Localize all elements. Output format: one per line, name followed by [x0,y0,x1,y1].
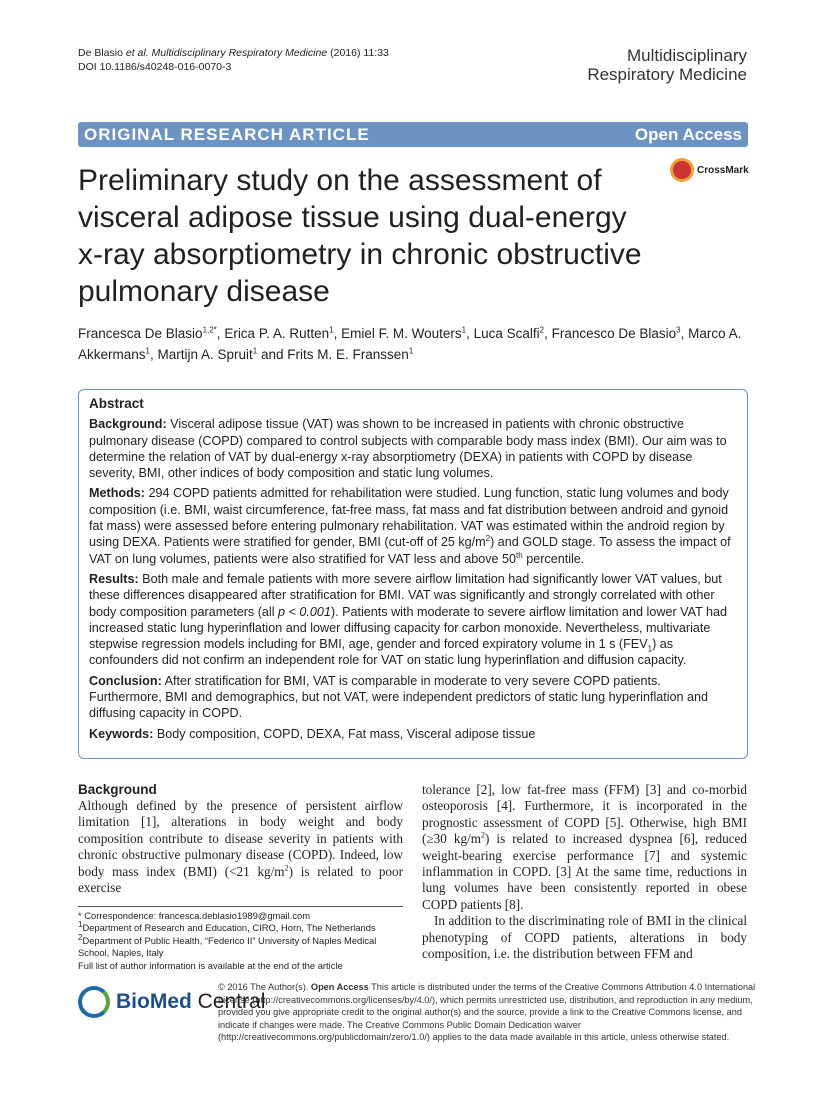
label: Results: [89,571,139,586]
author[interactable] [341,326,466,341]
separator: , [544,326,552,341]
paragraph [78,798,403,896]
author-name: Frits M. E. Franssen [287,347,409,362]
open-access-label: Open Access [634,124,742,144]
author[interactable] [224,326,333,341]
doi[interactable]: DOI 10.1186/s40248-016-0070-3 [78,61,232,73]
author-name: Francesco De Blasio [551,326,677,341]
text: tolerance [2], low fat-free mass (FFM) [3] and co-morbid osteoporosis [4]. Furthermore, it is incorporated in the prognostic assessment of COPD [5]. Otherwise, high BMI (≥30 kg/m [422,782,747,847]
text: Both male and female patients with more severe airflow limitation had significantly lower VAT values, but these differences disappeared after stratification for BMI. VAT was significantly and strongly correlated with other body composition parameters (all [89,571,722,619]
running-head-authors: De Blasio [78,47,126,59]
body-right-column [422,782,747,962]
author-name: Emiel F. M. Wouters [341,326,462,341]
label: Methods: [89,486,145,501]
superscript: 2 [78,932,83,942]
separator: , [216,326,225,341]
paragraph [422,782,747,913]
body-left-column [78,782,403,896]
crossmark-icon [670,158,694,182]
abstract-background [89,416,737,481]
text: This article is distributed under the terms of the Creative Commons Attribution 4.0 International License (http://creativecommons.org/licenses/by/4.0/), which permits unrestricted use, distribution, and reproduction in any medium, provided you give appropriate credit to the original author(s) and the source, provide a link to the Creative Commons license, and indicate if changes were made. The Creative Commons Public Domain Dedication waiver (http://creativecommons.org/publicdomain/zero/1.0/) applies to the data made available in this article, unless otherwise stated. [218,982,756,1042]
author-name: Luca Scalfi [473,326,540,341]
running-head [78,46,389,74]
text: percentile. [522,551,585,566]
author-name: Martijn A. Spruit [157,347,253,362]
affiliation-1 [78,922,403,934]
author[interactable] [78,326,217,341]
text: ) is related to increased dyspnea [6], reduced weight-bearing exercise performance [7] and systemic inflammation in COPD. [3] At the same time, reductions in lung volumes have been consistently reported in obese COPD patients [8]. [422,831,747,912]
journal-logo [587,46,747,84]
affiliation-marker: 1 [408,346,414,356]
author[interactable] [158,347,258,362]
text: ) as confounders did not confirm an independent role for VAT on static lung hyperinflation and diffusion capacity. [89,637,687,668]
affiliation-marker: 1 [252,346,258,356]
abstract-results [89,571,737,669]
text: Department of Research and Education, CIRO, Horn, The Netherlands [82,922,376,934]
separator: , [149,347,158,362]
crossmark-label: CrossMark [697,164,749,176]
text: © 2016 The Author(s). [218,982,311,992]
text: ) and GOLD stage. To assess the impact of VAT on lung volumes, patients were also stratified for VAT less and above 50 [89,535,731,566]
separator: and [257,347,288,362]
text: ) is related to poor exercise [78,863,403,896]
p-value: p < 0.001 [278,604,331,619]
abstract-box [78,389,748,759]
article-type-banner [78,122,748,147]
running-head-journal: et al. Multidisciplinary Respiratory Medicine [125,47,331,59]
logo-bold: BioMed [116,990,192,1013]
author[interactable] [287,347,413,362]
label: Background: [89,417,167,432]
journal-name-line2: Respiratory Medicine [587,65,747,84]
label: Keywords: [89,726,154,741]
logo-rest: Central [191,990,266,1013]
text: Visceral adipose tissue (VAT) was shown to be increased in patients with chronic obstructive pulmonary disease (COPD) compared to control subjects with comparable body mass index (BMI). Our aim was to determine the relation of VAT by dual-energy x-ray absorptiometry (DEXA) in patients with COPD by disease severity, BMI, other indices of body composition and static lung volumes. [89,417,727,481]
superscript: 2 [485,534,491,544]
biomed-central-icon [78,986,110,1018]
footnotes [78,906,403,972]
superscript: 1 [78,920,83,930]
author-list [78,323,758,365]
author[interactable] [552,326,681,341]
subscript: 1 [647,644,653,654]
affiliation-marker: 2 [539,325,545,335]
affiliation-marker: 1 [461,325,467,335]
crossmark-button[interactable] [670,158,749,182]
superscript: 2 [480,830,485,840]
open-access-bold: Open Access [310,982,369,992]
text: Although defined by the presence of persistent airflow limitation [1], alterations in body weight and body composition contribute to disease severity in patients with chronic obstructive pulmonary disease (COPD). Indeed, low body mass index (BMI) (<21 kg/m [78,798,403,879]
keywords [89,726,737,742]
abstract-methods [89,485,737,566]
text: 294 COPD patients admitted for rehabilitation were studied. Lung function, static lung volumes and body composition (i.e. BMI, waist circumference, fat-free mass, fat mass and fat distribution between android and gynoid fat mass) were assessed before entering pulmonary rehabilitation. VAT was estimated within the android region by using DEXA. Patients were stratified for gender, BMI (cut-off of 25 kg/m [89,486,729,550]
abstract-heading: Abstract [89,396,144,411]
separator: , [680,326,689,341]
text: Department of Public Health, “Federico II” University of Naples Medical School, Naples, Italy [78,934,377,959]
affiliation-marker: 3 [676,325,681,335]
separator: , [333,326,342,341]
text: After stratification for BMI, VAT is comparable in moderate to very severe COPD patients. Furthermore, BMI and demographics, but not VAT, were independent predictors of static lung hyperinflation and diffusing capacity in COPD. [89,673,709,721]
author-info-note: Full list of author information is available at the end of the article [78,959,343,971]
license-text [218,981,758,1044]
section-heading: Background [78,782,157,797]
text: ). Patients with moderate to severe airflow limitation and lower VAT had increased static lung hyperinflation and lower diffusing capacity for carbon monoxide. Nevertheless, multivariate stepwise regression models including for BMI, age, gender and forced expiratory volume in 1 s (FEV [89,604,728,652]
label: Conclusion: [89,673,162,688]
author-name: Erica P. A. Rutten [224,326,330,341]
affiliation-marker: 1 [329,325,334,335]
affiliation-2 [78,932,403,960]
article-type: ORIGINAL RESEARCH ARTICLE [84,124,370,144]
abstract-conclusion [89,673,737,722]
journal-name-line1: Multidisciplinary [627,46,747,65]
author-name: Francesca De Blasio [78,326,203,341]
correspondence[interactable]: * Correspondence: francesca.deblasio1989@gmail.com [78,910,311,921]
author[interactable] [474,326,545,341]
separator: , [466,326,474,341]
text: Body composition, COPD, DEXA, Fat mass, Visceral adipose tissue [153,726,536,741]
affiliation-marker: 1 [145,346,150,356]
paragraph: In addition to the discriminating role of BMI in the clinical phenotyping of COPD patients, alterations in body composition, i.e. the distribution between FFM and [422,913,747,962]
superscript: 2 [284,863,289,873]
superscript: th [516,550,523,560]
author-name: Marco A. Akkermans [78,326,742,362]
running-head-citation: (2016) 11:33 [330,47,389,59]
affiliation-marker: 1,2* [202,325,217,335]
article-title: Preliminary study on the assessment of visceral adipose tissue using dual-energy x-ray absorptiometry in chronic obstructive pulmonary disease [78,164,642,308]
